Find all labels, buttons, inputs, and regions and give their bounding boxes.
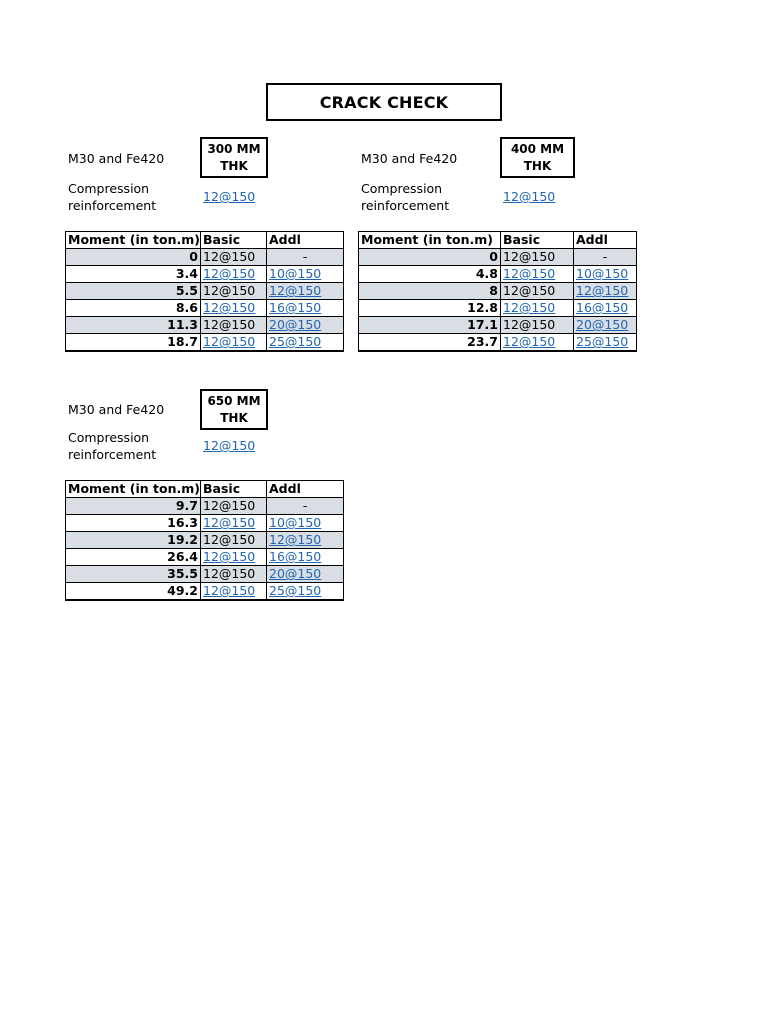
table-row <box>66 317 344 334</box>
moment-cell: 3.4 <box>66 266 201 283</box>
basic-cell: 12@150 <box>201 283 267 300</box>
table-row <box>66 549 344 566</box>
compression-label-line2: reinforcement <box>68 198 157 213</box>
basic-link[interactable]: 12@150 <box>203 300 256 315</box>
addl-cell <box>267 266 344 283</box>
addl-cell: - <box>574 249 637 266</box>
addl-link[interactable]: 10@150 <box>269 266 322 281</box>
addl-cell: - <box>267 498 344 515</box>
moment-cell: 11.3 <box>66 317 201 334</box>
compression-value-link[interactable]: 12@150 <box>203 189 256 204</box>
thickness-box <box>500 137 575 178</box>
basic-cell <box>201 334 267 352</box>
table-header-row <box>359 232 637 249</box>
basic-cell: 12@150 <box>501 283 574 300</box>
compression-label <box>68 180 156 214</box>
header-moment: Moment (in ton.m) <box>359 232 501 249</box>
compression-label-line1: Compression <box>68 430 150 445</box>
table-row <box>66 583 344 601</box>
header-moment: Moment (in ton.m) <box>66 232 201 249</box>
moment-cell: 0 <box>66 249 201 266</box>
table-row <box>66 266 344 283</box>
compression-label-line2: reinforcement <box>361 198 450 213</box>
basic-link[interactable]: 12@150 <box>203 266 256 281</box>
compression-label-line1: Compression <box>361 181 443 196</box>
moment-cell: 23.7 <box>359 334 501 352</box>
basic-link[interactable]: 12@150 <box>503 266 556 281</box>
moment-table <box>358 231 637 352</box>
compression-label-line2: reinforcement <box>68 447 157 462</box>
addl-link[interactable]: 12@150 <box>269 283 322 298</box>
header-basic: Basic <box>201 481 267 498</box>
addl-cell <box>267 334 344 352</box>
moment-cell: 17.1 <box>359 317 501 334</box>
moment-cell: 5.5 <box>66 283 201 300</box>
addl-cell <box>574 317 637 334</box>
header-basic: Basic <box>501 232 574 249</box>
moment-table <box>65 480 344 601</box>
basic-cell <box>501 300 574 317</box>
addl-cell: - <box>267 249 344 266</box>
thickness-value: 650 MM <box>207 393 261 408</box>
basic-link[interactable]: 12@150 <box>503 334 556 349</box>
moment-cell: 49.2 <box>66 583 201 601</box>
table-row <box>66 249 344 266</box>
moment-cell: 9.7 <box>66 498 201 515</box>
table-row <box>66 498 344 515</box>
addl-cell <box>574 334 637 352</box>
moment-cell: 12.8 <box>359 300 501 317</box>
addl-cell <box>574 300 637 317</box>
thickness-value: 400 MM <box>510 141 565 156</box>
addl-link[interactable]: 20@150 <box>269 566 322 581</box>
thickness-unit: THK <box>220 158 248 173</box>
table-row <box>66 283 344 300</box>
basic-link[interactable]: 12@150 <box>203 549 256 564</box>
moment-cell: 0 <box>359 249 501 266</box>
addl-link[interactable]: 20@150 <box>269 317 322 332</box>
table-row <box>66 566 344 583</box>
header-moment: Moment (in ton.m) <box>66 481 201 498</box>
table-row <box>66 532 344 549</box>
basic-cell: 12@150 <box>201 566 267 583</box>
moment-cell: 26.4 <box>66 549 201 566</box>
basic-cell <box>201 300 267 317</box>
addl-cell <box>267 532 344 549</box>
moment-cell: 16.3 <box>66 515 201 532</box>
addl-link[interactable]: 10@150 <box>576 266 629 281</box>
table-row <box>359 300 637 317</box>
table-row <box>359 317 637 334</box>
table-row <box>359 283 637 300</box>
moment-cell: 8 <box>359 283 501 300</box>
thickness-unit: THK <box>523 158 552 173</box>
basic-link[interactable]: 12@150 <box>203 583 256 598</box>
page-title: CRACK CHECK <box>266 83 502 121</box>
basic-cell: 12@150 <box>501 249 574 266</box>
basic-cell <box>501 266 574 283</box>
compression-label <box>361 180 449 214</box>
basic-cell: 12@150 <box>201 317 267 334</box>
addl-link[interactable]: 12@150 <box>576 283 629 298</box>
basic-cell <box>201 266 267 283</box>
basic-link[interactable]: 12@150 <box>503 300 556 315</box>
moment-cell: 19.2 <box>66 532 201 549</box>
table-row <box>66 515 344 532</box>
compression-label-line1: Compression <box>68 181 150 196</box>
table-header-row <box>66 232 344 249</box>
table-row <box>66 300 344 317</box>
header-addl: Addl <box>267 232 344 249</box>
addl-link[interactable]: 16@150 <box>269 549 322 564</box>
table-header-row <box>66 481 344 498</box>
table-row <box>66 334 344 352</box>
addl-link[interactable]: 25@150 <box>576 334 629 349</box>
addl-link[interactable]: 12@150 <box>269 532 322 547</box>
moment-cell: 18.7 <box>66 334 201 352</box>
addl-cell <box>267 317 344 334</box>
moment-table <box>65 231 344 352</box>
compression-value-link[interactable]: 12@150 <box>503 189 556 204</box>
basic-cell <box>201 583 267 601</box>
addl-link[interactable]: 25@150 <box>269 583 322 598</box>
basic-cell <box>201 549 267 566</box>
basic-link[interactable]: 12@150 <box>203 334 256 349</box>
moment-cell: 35.5 <box>66 566 201 583</box>
basic-cell: 12@150 <box>201 249 267 266</box>
moment-cell: 8.6 <box>66 300 201 317</box>
basic-cell: 12@150 <box>201 498 267 515</box>
basic-cell: 12@150 <box>501 317 574 334</box>
grade-label: M30 and Fe420 <box>68 402 165 417</box>
header-addl: Addl <box>574 232 637 249</box>
header-addl: Addl <box>267 481 344 498</box>
thickness-box <box>200 389 268 430</box>
addl-link[interactable]: 20@150 <box>576 317 629 332</box>
addl-cell <box>267 515 344 532</box>
basic-link[interactable]: 12@150 <box>203 515 256 530</box>
grade-label: M30 and Fe420 <box>68 151 165 166</box>
basic-cell <box>201 515 267 532</box>
compression-value-link[interactable]: 12@150 <box>203 438 256 453</box>
compression-label <box>68 429 156 463</box>
addl-link[interactable]: 16@150 <box>269 300 322 315</box>
addl-cell <box>267 583 344 601</box>
basic-cell: 12@150 <box>201 532 267 549</box>
addl-cell <box>267 300 344 317</box>
table-row <box>359 266 637 283</box>
addl-link[interactable]: 25@150 <box>269 334 322 349</box>
addl-link[interactable]: 16@150 <box>576 300 629 315</box>
addl-cell <box>267 566 344 583</box>
thickness-unit: THK <box>220 410 248 425</box>
thickness-value: 300 MM <box>207 141 261 156</box>
addl-cell <box>574 283 637 300</box>
basic-cell <box>501 334 574 352</box>
addl-link[interactable]: 10@150 <box>269 515 322 530</box>
addl-cell <box>267 283 344 300</box>
thickness-box <box>200 137 268 178</box>
addl-cell <box>267 549 344 566</box>
header-basic: Basic <box>201 232 267 249</box>
moment-cell: 4.8 <box>359 266 501 283</box>
table-row <box>359 334 637 352</box>
grade-label: M30 and Fe420 <box>361 151 458 166</box>
addl-cell <box>574 266 637 283</box>
table-row <box>359 249 637 266</box>
